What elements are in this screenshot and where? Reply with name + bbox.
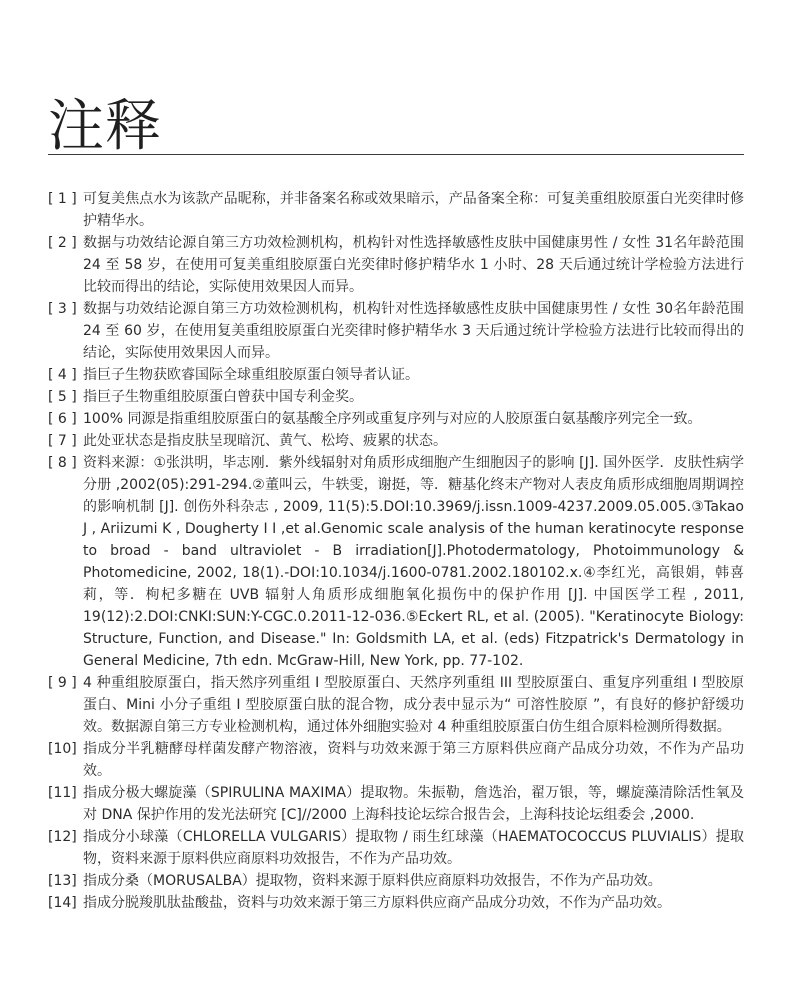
footnote-number: [13] xyxy=(48,873,77,889)
footnote-item xyxy=(48,782,744,826)
footnote-text: 指成分小球藻（CHLORELLA VULGARIS）提取物 / 雨生红球藻（HAEMATOCOCCUS PLUVIALIS）提取物，资料来源于原料供应商原料功效报告，不作为产品功效。 xyxy=(83,829,744,867)
footnote-number: [ 5 ] xyxy=(48,389,77,405)
footnote-item xyxy=(48,188,744,232)
footnote-item xyxy=(48,826,744,870)
footnote-item xyxy=(48,892,744,914)
footnote-number: [12] xyxy=(48,829,77,845)
footnote-text: 数据与功效结论源自第三方功效检测机构，机构针对性选择敏感性皮肤中国健康男性 / 女性 31名年龄范围 24 至 58 岁，在使用可复美重组胶原蛋白光奕律时修护精华水 1 小时、28 天后通过统计学检验方法进行比较而得出的结论，实际使用效果因人而异。 xyxy=(83,235,744,295)
footnote-text: 指成分桑（MORUSALBA）提取物，资料来源于原料供应商原料功效报告，不作为产品功效。 xyxy=(83,873,662,889)
footnote-number: [ 1 ] xyxy=(48,191,77,207)
footnote-number: [ 6 ] xyxy=(48,411,77,427)
footnote-text: 4 种重组胶原蛋白，指天然序列重组 I 型胶原蛋白、天然序列重组 III 型胶原蛋白、重复序列重组 I 型胶原蛋白、Mini 小分子重组 I 型胶原蛋白肽的混合物，成分表中显示为“ 可溶性胶原 ”，有良好的修护舒缓功效。数据源自第三方专业检测机构，通过体外细胞实验对 4 种重组胶原蛋白仿生组合原料检测所得数据。 xyxy=(83,675,744,735)
footnote-item xyxy=(48,738,744,782)
footnote-item xyxy=(48,364,744,386)
footnote-text: 资料来源：①张洪明，毕志刚．紫外线辐射对角质形成细胞产生细胞因子的影响 [J]. 国外医学．皮肤性病学分册 ,2002(05):291-294.②董叫云，牛轶雯，谢挺，等．糖基化终末产物对人表皮角质形成细胞周期调控的影响机制 [J]. 创伤外科杂志 , 2009, 11(5):5.DOI:10.3969/j.issn.1009-4237.2009.05.005.③Takao J , Ariizumi K , Dougherty I I ,et al.Genomic scale analysis of the human keratinocyte response to broad - band ultraviolet - B irradiation[J].Photodermatology, Photoimmunology & Photomedicine, 2002, 18(1).-DOI:10.1034/j.1600-0781.2002.180102.x.④李红光，高银娟，韩喜莉，等．枸杞多糖在 UVB 辐射人角质形成细胞氧化损伤中的保护作用 [J]. 中国医学工程 , 2011, 19(12):2.DOI:CNKI:SUN:Y-CGC.0.2011-12-036.⑤Eckert RL, et al. (2005). "Keratinocyte Biology: Structure, Function, and Disease." In: Goldsmith LA, et al. (eds) Fitzpatrick's Dermatology in General Medicine, 7th edn. McGraw-Hill, New York, pp. 77-102. xyxy=(83,455,744,669)
footnote-number: [10] xyxy=(48,741,77,757)
page-title: 注释 xyxy=(48,94,162,159)
footnote-text: 此处亚状态是指皮肤呈现暗沉、黄气、松垮、疲累的状态。 xyxy=(83,433,447,449)
footnote-item xyxy=(48,408,744,430)
footnote-item xyxy=(48,870,744,892)
footnote-number: [14] xyxy=(48,895,77,911)
footnote-text: 可复美焦点水为该款产品昵称，并非备案名称或效果暗示，产品备案全称：可复美重组胶原蛋白光奕律时修护精华水。 xyxy=(83,191,744,229)
footnote-item xyxy=(48,386,744,408)
footnote-text: 指巨子生物获欧睿国际全球重组胶原蛋白领导者认证。 xyxy=(83,367,419,383)
footnote-text: 数据与功效结论源自第三方功效检测机构，机构针对性选择敏感性皮肤中国健康男性 / 女性 30名年龄范围 24 至 60 岁，在使用复美重组胶原蛋白光奕律时修护精华水 3 天后通过统计学检验方法进行比较而得出的结论，实际使用效果因人而异。 xyxy=(83,301,744,361)
footnote-number: [ 2 ] xyxy=(48,235,77,251)
footnote-text: 100% 同源是指重组胶原蛋白的氨基酸全序列或重复序列与对应的人胶原蛋白氨基酸序列完全一致。 xyxy=(83,411,702,427)
footnote-number: [ 7 ] xyxy=(48,433,77,449)
footnote-item xyxy=(48,232,744,298)
footnote-item xyxy=(48,452,744,672)
footnote-list xyxy=(48,188,744,914)
footnote-item xyxy=(48,298,744,364)
footnote-item xyxy=(48,430,744,452)
title-divider xyxy=(48,154,744,155)
footnote-text: 指成分脱羧肌肽盐酸盐，资料与功效来源于第三方原料供应商产品成分功效，不作为产品功效。 xyxy=(83,895,671,911)
footnote-number: [11] xyxy=(48,785,77,801)
footnote-number: [ 4 ] xyxy=(48,367,77,383)
footnote-text: 指成分极大螺旋藻（SPIRULINA MAXIMA）提取物。朱振勒，詹选治，翟万银，等，螺旋藻清除活性氧及对 DNA 保护作用的发光法研究 [C]//2000 上海科技论坛综合报告会，上海科技论坛组委会 ,2000. xyxy=(83,785,744,823)
footnote-number: [ 3 ] xyxy=(48,301,77,317)
footnote-number: [ 9 ] xyxy=(48,675,77,691)
footnote-item xyxy=(48,672,744,738)
footnote-text: 指成分半乳糖酵母样菌发酵产物溶液，资料与功效来源于第三方原料供应商产品成分功效，不作为产品功效。 xyxy=(83,741,744,779)
footnote-text: 指巨子生物重组胶原蛋白曾获中国专利金奖。 xyxy=(83,389,363,405)
footnote-number: [ 8 ] xyxy=(48,455,77,471)
